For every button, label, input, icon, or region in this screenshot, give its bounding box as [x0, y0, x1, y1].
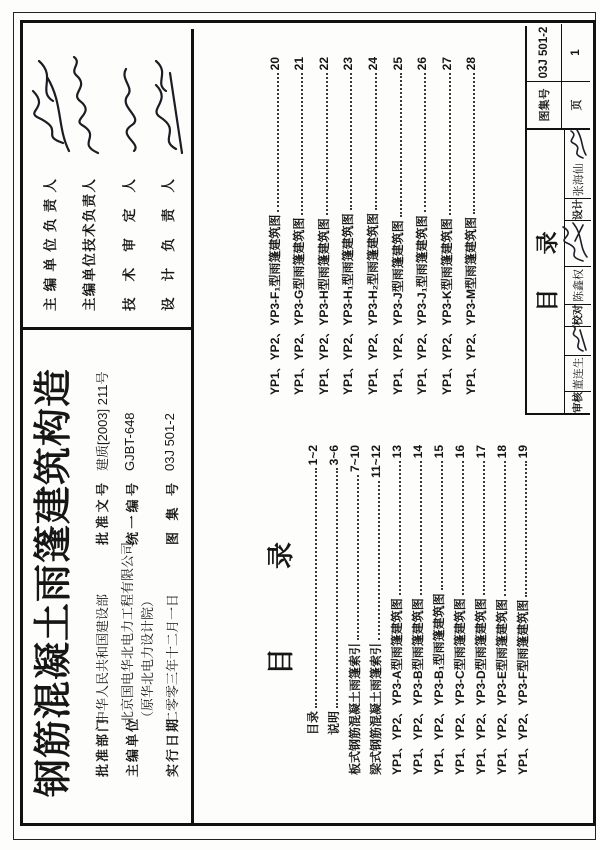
toc-entry-page: 20 [267, 57, 282, 71]
sheet-name: 目 录 [534, 217, 560, 312]
meta-row [155, 330, 185, 823]
toc-entry-title: 说明 [327, 710, 341, 735]
toc-entry-title: YP1、YP2、YP3-E型雨篷建筑图 [495, 598, 509, 775]
toc-dotted-leader [350, 73, 352, 210]
toc-entry-page: 18 [495, 445, 509, 459]
toc-entry [332, 57, 357, 395]
toc-dotted-leader [424, 73, 426, 212]
meta-value: 建质[2003] 211号 [95, 371, 110, 471]
reviewer-name: 董连生 [565, 355, 591, 391]
toc-entry-title: YP1、YP2、YP3-H₂型雨篷建筑图 [365, 212, 380, 395]
toc-entry-page: 23 [341, 57, 356, 71]
toc-entry-page: 1~2 [306, 445, 320, 466]
toc-dotted-leader [400, 73, 402, 217]
designer-role-label: 设计 [565, 198, 591, 220]
signature-row [148, 29, 186, 327]
meta-value: 二零零三年十二月一日 [165, 593, 180, 724]
meta-label: 统一编号 [125, 483, 140, 545]
toc-dotted-leader [378, 481, 380, 640]
toc-entry-title: 梁式钢筋混凝土雨篷索引 [369, 642, 383, 775]
toc-column-left [300, 445, 531, 775]
toc-dotted-leader [315, 468, 317, 708]
signature-role-label: 主编单位负责人 [43, 179, 59, 311]
atlas-title: 钢筋混凝土雨篷建筑构造 [33, 367, 75, 797]
toc-entry-title: YP1、YP2、YP3-M型雨篷建筑图 [464, 216, 479, 395]
page-number-value: 1 [569, 49, 582, 56]
toc-entry-page: 26 [415, 57, 430, 71]
toc-entry [321, 445, 342, 775]
meta-value: 03J 501-2 [162, 413, 177, 471]
toc-dotted-leader [399, 461, 401, 595]
toc-entry [342, 445, 363, 775]
meta-value: 中华人民共和国建设部 [95, 593, 110, 724]
toc-entry-page: 28 [464, 57, 479, 71]
meta-label: 图 集 号 [165, 483, 180, 545]
toc-entry-page: 25 [390, 57, 405, 71]
toc-entry-page: 22 [316, 57, 331, 71]
toc-entry-page: 21 [292, 57, 307, 71]
title-block-left [23, 330, 191, 823]
toc-entry-title: YP1、YP2、YP3-B型雨篷建筑图 [411, 598, 425, 775]
toc-entry-page: 7~10 [348, 445, 362, 473]
toc-dotted-leader [336, 468, 338, 708]
title-block [23, 29, 194, 823]
handwritten-signature [23, 49, 75, 161]
toc-entry-title: YP1、YP2、YP3-F₁型雨篷建筑图 [267, 214, 282, 395]
toc-entry-title: YP1、YP2、YP3-J型雨篷建筑图 [390, 220, 405, 395]
toc-entry-title: YP1、YP2、YP3-H型雨篷建筑图 [316, 218, 331, 395]
atlas-number-label: 图集号 [527, 81, 561, 128]
toc-entry [430, 57, 455, 395]
meta-label: 批准文号 [95, 483, 110, 545]
sheet-name-band [527, 130, 564, 413]
toc-entry-page: 17 [474, 445, 488, 459]
meta-label: 主编单位 [125, 719, 140, 777]
signature-row [69, 29, 107, 327]
meta-row [85, 330, 115, 823]
toc-entry [356, 57, 381, 395]
toc-entry-title: 板式钢筋混凝土雨篷索引 [348, 642, 362, 775]
toc-entry-page: 27 [439, 57, 454, 71]
meta-row [115, 330, 155, 823]
handwritten-signature [146, 49, 188, 161]
toc-entry [381, 57, 406, 395]
toc-dotted-leader [462, 461, 464, 595]
signature-role-label: 技术审定人 [121, 179, 137, 311]
toc-entry-title: YP1、YP2、YP3-D型雨篷建筑图 [474, 598, 488, 775]
toc-entry [384, 445, 405, 775]
toc-column-right [258, 57, 479, 395]
toc-entry [405, 445, 426, 775]
toc-dotted-leader [326, 73, 328, 215]
toc-entry [300, 445, 321, 775]
toc-entry-page: 15 [432, 445, 446, 459]
checker-signature [565, 220, 591, 266]
toc-entry-title: YP1、YP2、YP3-K型雨篷建筑图 [439, 218, 454, 395]
sheet-titlebar [525, 26, 590, 415]
toc-entry-title: YP1、YP2、YP3-A型雨篷建筑图 [390, 598, 404, 775]
meta-value: GJBT-648 [122, 412, 137, 471]
toc-entry [468, 445, 489, 775]
toc-entry [489, 445, 510, 775]
page-number-label: 页 [562, 81, 590, 128]
atlas-number-value: 03J 501-2 [537, 26, 550, 79]
toc-entry [363, 445, 384, 775]
toc-entry-page: 19 [516, 445, 530, 459]
designer-name: 张海仙 [572, 163, 585, 197]
toc-entry [510, 445, 531, 775]
toc-entry-page: 14 [411, 445, 425, 459]
toc-entry [447, 445, 468, 775]
toc-entry [426, 445, 447, 775]
toc-entry [283, 57, 308, 395]
handwritten-signature [110, 49, 146, 161]
meta-label: 批准部门 [95, 719, 110, 777]
toc-dotted-leader [449, 73, 451, 215]
toc-dotted-leader [277, 73, 279, 211]
designer-signature [565, 130, 591, 162]
signature-role-label: 设计负责人 [160, 179, 176, 311]
toc-entry-page: 11~12 [369, 445, 383, 479]
page-number-row [562, 24, 590, 128]
toc-entry-title: YP1、YP2、YP3-H₁型雨篷建筑图 [341, 213, 356, 395]
checker-name: 陈鑫权 [565, 266, 591, 303]
toc-dotted-leader [483, 461, 485, 595]
signature-role-label: 主编单位技术负责人 [82, 179, 98, 311]
meta-value [117, 542, 156, 724]
publisher-former-name: （原华北电力设计院） [140, 593, 155, 724]
titlebar-cells [564, 130, 591, 413]
toc-entry-title: YP1、YP2、YP3-F型雨篷建筑图 [516, 599, 530, 775]
toc-entry-page: 24 [365, 57, 380, 71]
toc-entry [258, 57, 283, 395]
toc-entry-title: YP1、YP2、YP3-B₁型雨篷建筑图 [432, 593, 446, 775]
signature-row [109, 29, 147, 327]
toc-dotted-leader [420, 461, 422, 595]
publisher-name: 北京国电华北电力工程有限公司 [120, 541, 135, 724]
toc-entry-title: 目录 [306, 710, 320, 735]
atlas-number-table [527, 24, 590, 130]
toc-entry-title: YP1、YP2、YP3-C型雨篷建筑图 [453, 598, 467, 775]
toc-dotted-leader [504, 461, 506, 596]
toc-dotted-leader [375, 73, 377, 210]
atlas-number-row [527, 24, 562, 128]
reviewer-role-label: 审核 [565, 391, 591, 413]
toc-entry-page: 16 [453, 445, 467, 459]
checker-role-label: 校对 [565, 304, 591, 326]
toc-entry-title: YP1、YP2、YP3-J₁型雨篷建筑图 [415, 215, 430, 395]
reviewer-signature [565, 326, 591, 356]
toc-entry-page: 13 [390, 445, 404, 459]
toc-entry-title: YP1、YP2、YP3-G型雨篷建筑图 [292, 217, 307, 395]
toc-entry-page: 3~6 [327, 445, 341, 466]
meta-label: 实行日期 [165, 719, 180, 777]
toc-dotted-leader [525, 461, 527, 596]
toc-entry [406, 57, 431, 395]
toc-dotted-leader [357, 475, 359, 640]
toc-dotted-leader [301, 73, 303, 214]
signature-row [30, 29, 68, 327]
toc-heading: 目 录 [266, 542, 296, 675]
signature-block [23, 29, 191, 330]
handwritten-signature [68, 49, 108, 161]
approval-meta [85, 330, 185, 823]
toc-dotted-leader [473, 73, 475, 214]
toc-entry [455, 57, 480, 395]
toc-dotted-leader [441, 461, 443, 590]
toc-entry [307, 57, 332, 395]
